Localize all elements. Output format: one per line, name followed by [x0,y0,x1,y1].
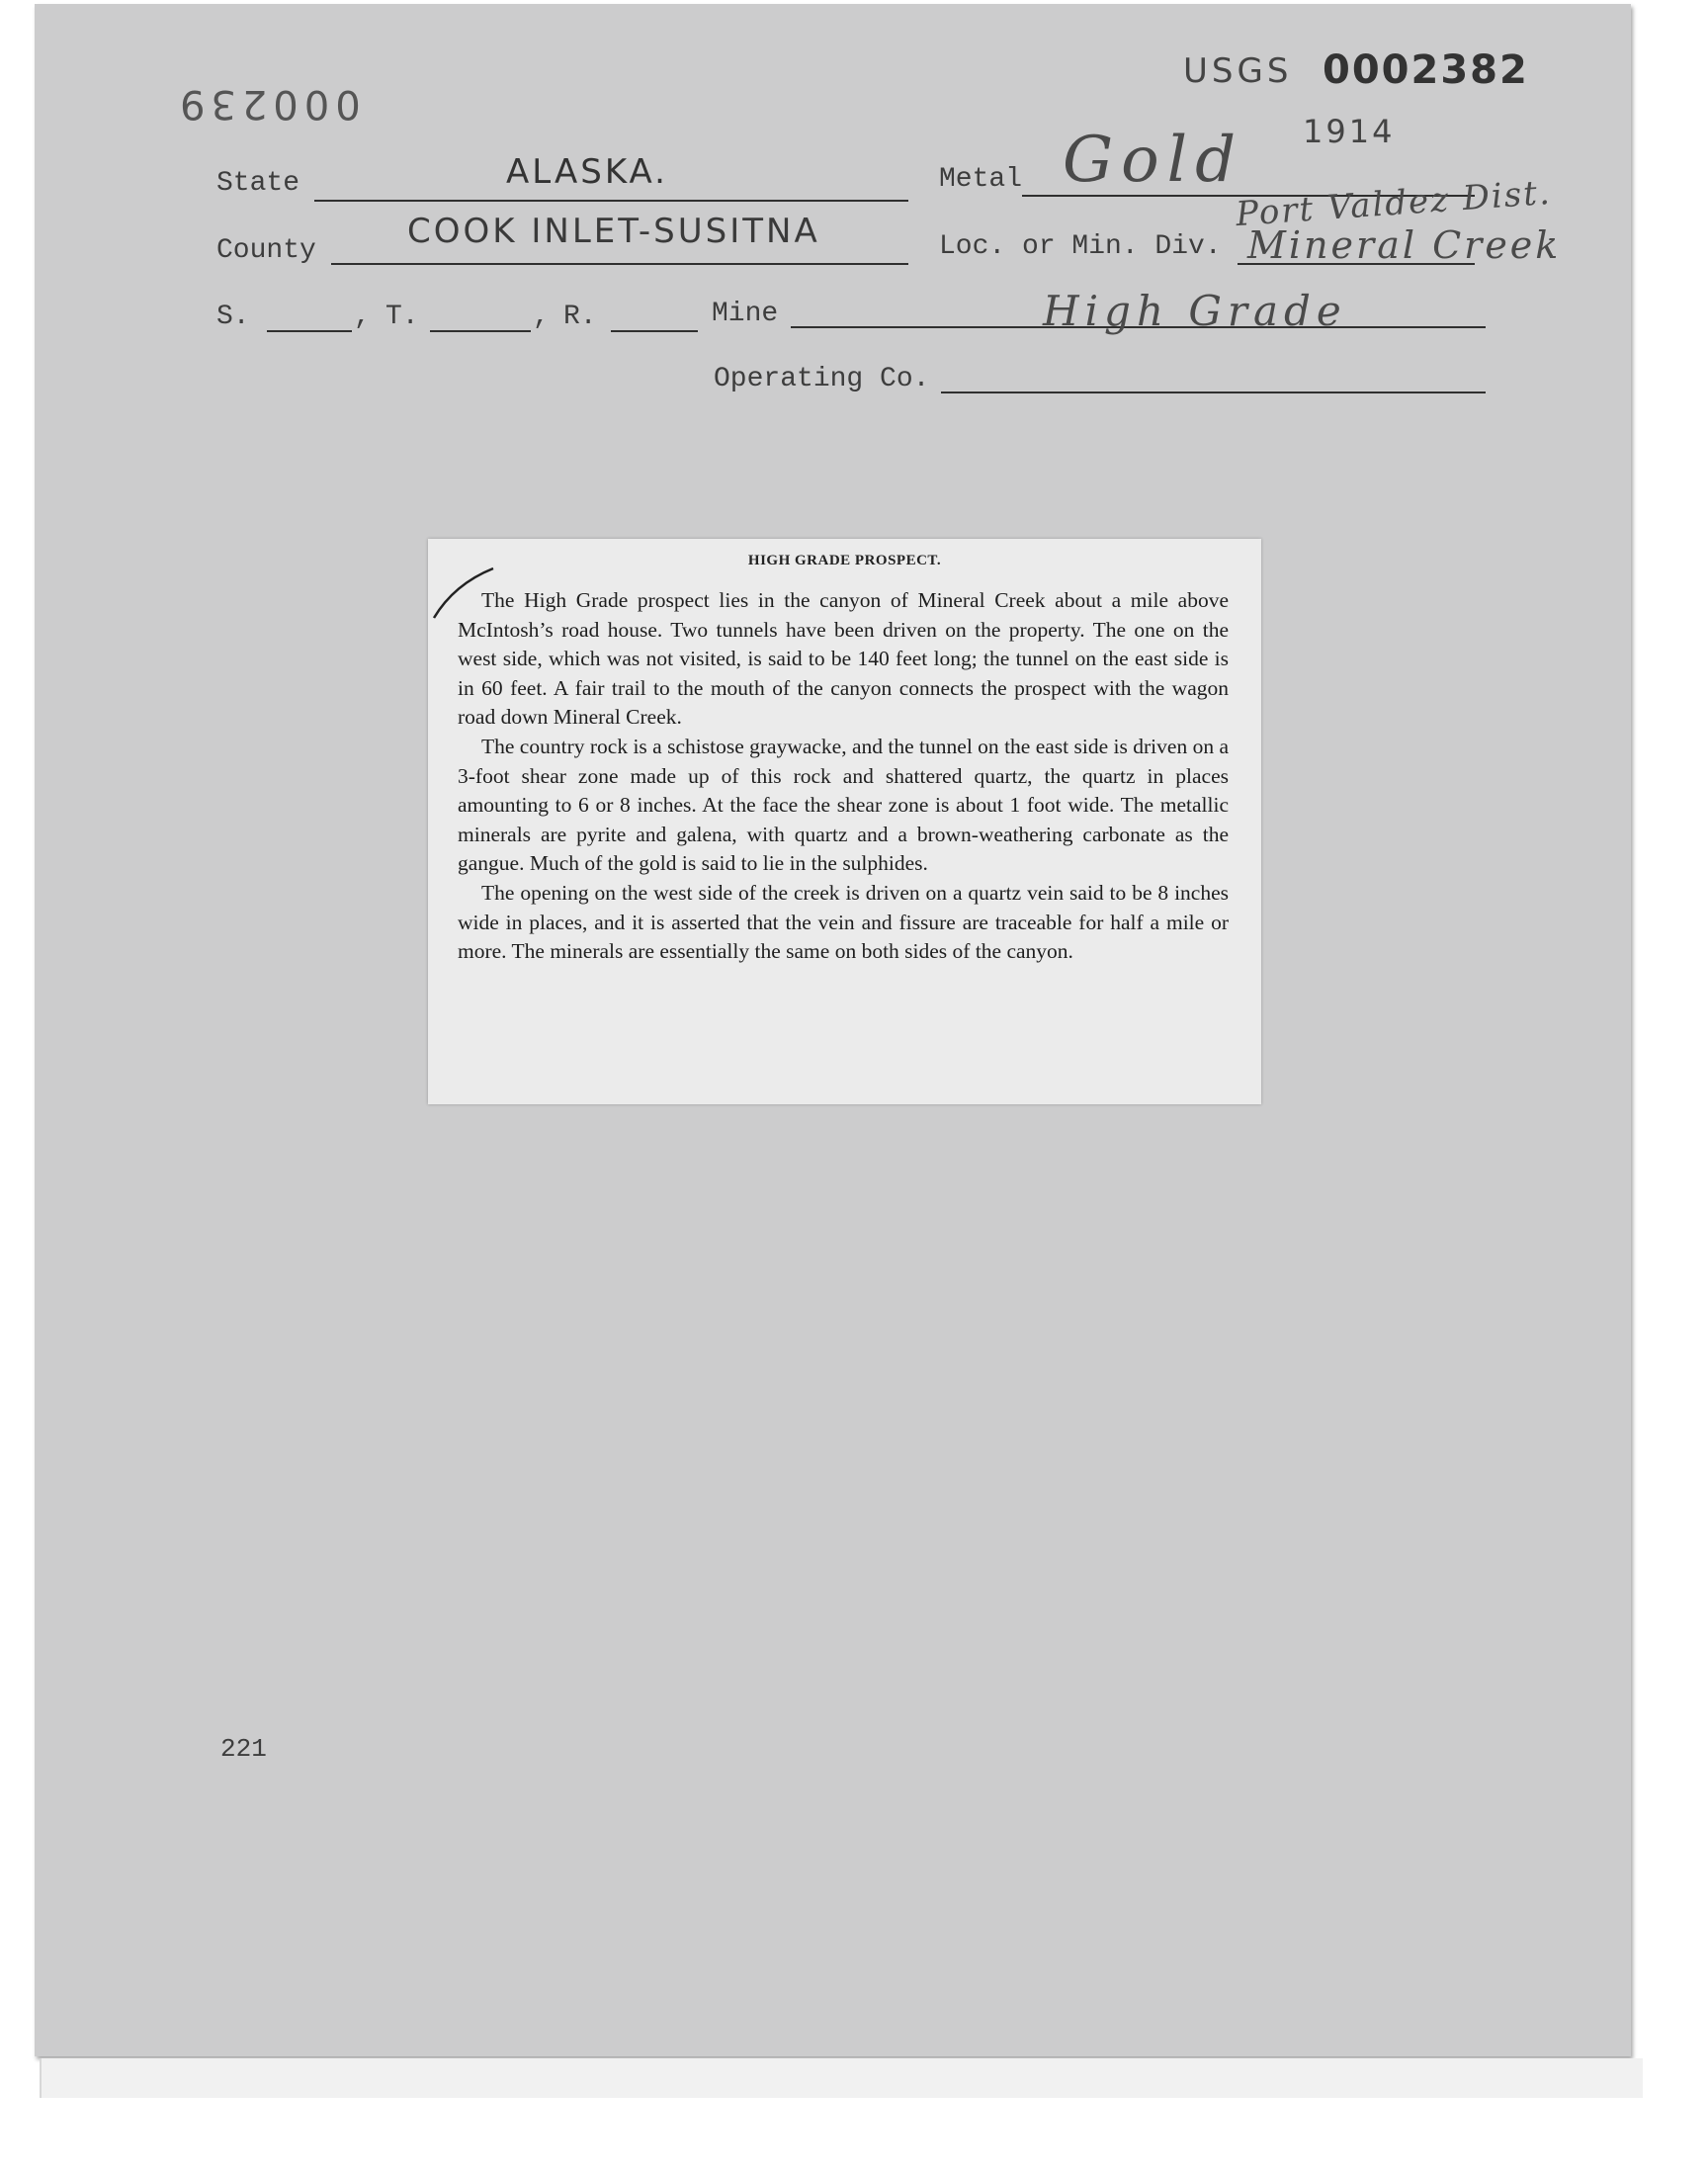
operating-label: Operating Co. [714,364,930,394]
t-underline [430,330,531,332]
inverted-stamp [174,81,361,127]
mine-value: High Grade [1043,287,1347,335]
county-label: County [216,235,316,266]
operating-underline [941,392,1486,393]
loc-label: Loc. or Min. Div. [939,231,1222,262]
s-comma: , [354,302,371,332]
district-note: Port Valdez Dist. [1234,172,1553,235]
usgs-number: 0002382 [1323,47,1529,93]
s-label: S. [216,302,250,332]
state-value: ALASKA. [506,152,668,192]
clipping-paragraph: The country rock is a schistose graywacke, and the tunnel on the east side is driven on a 3-foot shear zone made up of this rock and shattered quartz, the quartz in places amounting to 6 or 8 inches. At the face the shear zone is about 1 foot wide. The metallic minerals are pyrite and galena, with quartz and a brown-weathering carbonate as the gangue. Much of the gold is said to lie in the sulphides. [458,734,1229,876]
year-stamp: 1914 [1303,113,1396,150]
county-value: COOK INLET-SUSITNA [407,212,820,251]
clipping-paragraph: The High Grade prospect lies in the canyon of Mineral Creek about a mile above McIntosh’s road house. Two tunnels have been driven on the property. The one on the west side, which was not visited, is said to be 140 feet long; the tunnel on the east side is in 60 feet. A fair trail to the mouth of the canyon connects the prospect with the wagon road down Mineral Creek. [458,588,1229,730]
s-underline [267,330,352,332]
scan-background [40,2058,1643,2098]
t-label: T. [385,302,419,332]
r-label: R. [563,302,597,332]
metal-value: Gold [1063,124,1244,197]
r-underline [611,330,698,332]
loc-value: Mineral Creek [1247,223,1562,267]
usgs-label: USGS [1183,51,1293,91]
state-underline [314,200,908,202]
inverted-stamp-number: 000239 [174,81,361,127]
metal-label: Metal [939,164,1023,195]
clipping-paragraph: The opening on the west side of the creek is driven on a quartz vein said to be 8 inches wide in places, and it is asserted that the vein and fissure are traceable for half a mile or more. The minerals are essentially the same on both sides of the canyon. [458,880,1229,964]
state-label: State [216,168,300,199]
clipping-title: HIGH GRADE PROSPECT. [747,553,942,568]
clipping-body [458,586,1229,967]
mine-label: Mine [712,299,779,329]
page-number: 221 [220,1734,267,1764]
county-underline [331,263,908,265]
pasted-clipping [428,539,1261,1104]
t-comma: , [533,302,550,332]
